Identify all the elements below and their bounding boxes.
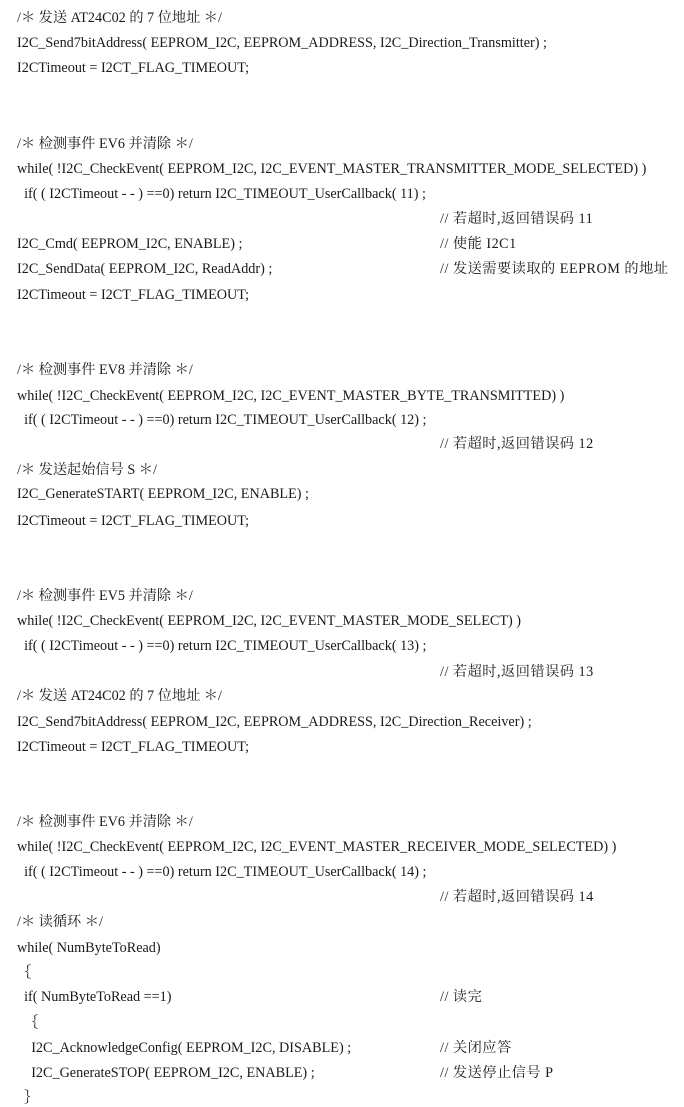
code-text: if( ( I2CTimeout - - ) ==0) return I2C_TIMEOUT_UserCallback( 11) ; [17,186,426,202]
code-text: if( ( I2CTimeout - - ) ==0) return I2C_TIMEOUT_UserCallback( 12) ; [17,412,427,428]
code-text: /＊ 检测事件 EV5 并清除 ＊/ [17,588,193,604]
code-text: I2C_GenerateSTART( EEPROM_I2C, ENABLE) ; [17,486,309,502]
code-text: /＊ 发送 AT24C02 的 7 位地址 ＊/ [17,10,222,26]
code-text: I2C_SendData( EEPROM_I2C, ReadAddr) ; [17,261,273,277]
code-text: I2C_Send7bitAddress( EEPROM_I2C, EEPROM_ADDRESS, I2C_Direction_Receiver) ; [17,714,532,730]
code-text: /＊ 发送 AT24C02 的 7 位地址 ＊/ [17,688,222,704]
code-comment: // 读完 [440,989,483,1005]
code-comment: // 若超时,返回错误码 11 [440,211,594,227]
code-text: if( ( I2CTimeout - - ) ==0) return I2C_TIMEOUT_UserCallback( 14) ; [17,864,427,880]
code-text: I2CTimeout = I2CT_FLAG_TIMEOUT; [17,739,250,755]
code-text: if( ( I2CTimeout - - ) ==0) return I2C_TIMEOUT_UserCallback( 13) ; [17,638,427,654]
code-text: ｝ [17,1090,39,1106]
code-text: while( !I2C_CheckEvent( EEPROM_I2C, I2C_EVENT_MASTER_RECEIVER_MODE_SELECTED) ) [17,839,617,855]
code-text: ｛ [17,1015,39,1031]
code-text: I2C_Cmd( EEPROM_I2C, ENABLE) ; [17,236,243,252]
code-comment: // 发送停止信号 P [440,1065,554,1081]
code-text: I2C_Send7bitAddress( EEPROM_I2C, EEPROM_ADDRESS, I2C_Direction_Transmitter) ; [17,35,547,51]
code-text: /＊ 发送起始信号 S ＊/ [17,462,157,478]
code-comment: // 发送需要读取的 EEPROM 的地址 [440,261,669,277]
code-text: while( NumByteToRead) [17,940,161,956]
code-text: /＊ 检测事件 EV6 并清除 ＊/ [17,136,193,152]
code-text: I2CTimeout = I2CT_FLAG_TIMEOUT; [17,60,250,76]
code-text: if( NumByteToRead ==1) [17,989,172,1005]
code-comment: // 若超时,返回错误码 14 [440,889,594,905]
code-text: I2CTimeout = I2CT_FLAG_TIMEOUT; [17,287,250,303]
code-text: /＊ 读循环 ＊/ [17,914,103,930]
code-comment: // 关闭应答 [440,1040,512,1056]
code-text: I2CTimeout = I2CT_FLAG_TIMEOUT; [17,513,250,529]
code-comment: // 若超时,返回错误码 12 [440,436,594,452]
code-comment: // 若超时,返回错误码 13 [440,664,594,680]
code-text: while( !I2C_CheckEvent( EEPROM_I2C, I2C_EVENT_MASTER_TRANSMITTER_MODE_SELECTED) ) [17,161,647,177]
code-text: while( !I2C_CheckEvent( EEPROM_I2C, I2C_EVENT_MASTER_MODE_SELECT) ) [17,613,521,629]
code-text: I2C_GenerateSTOP( EEPROM_I2C, ENABLE) ; [17,1065,315,1081]
code-text: /＊ 检测事件 EV8 并清除 ＊/ [17,362,193,378]
code-text: ｛ [17,965,32,981]
code-text: while( !I2C_CheckEvent( EEPROM_I2C, I2C_EVENT_MASTER_BYTE_TRANSMITTED) ) [17,388,565,404]
code-text: /＊ 检测事件 EV6 并清除 ＊/ [17,814,193,830]
code-text: I2C_AcknowledgeConfig( EEPROM_I2C, DISABLE) ; [17,1040,352,1056]
code-comment: // 使能 I2C1 [440,236,517,252]
